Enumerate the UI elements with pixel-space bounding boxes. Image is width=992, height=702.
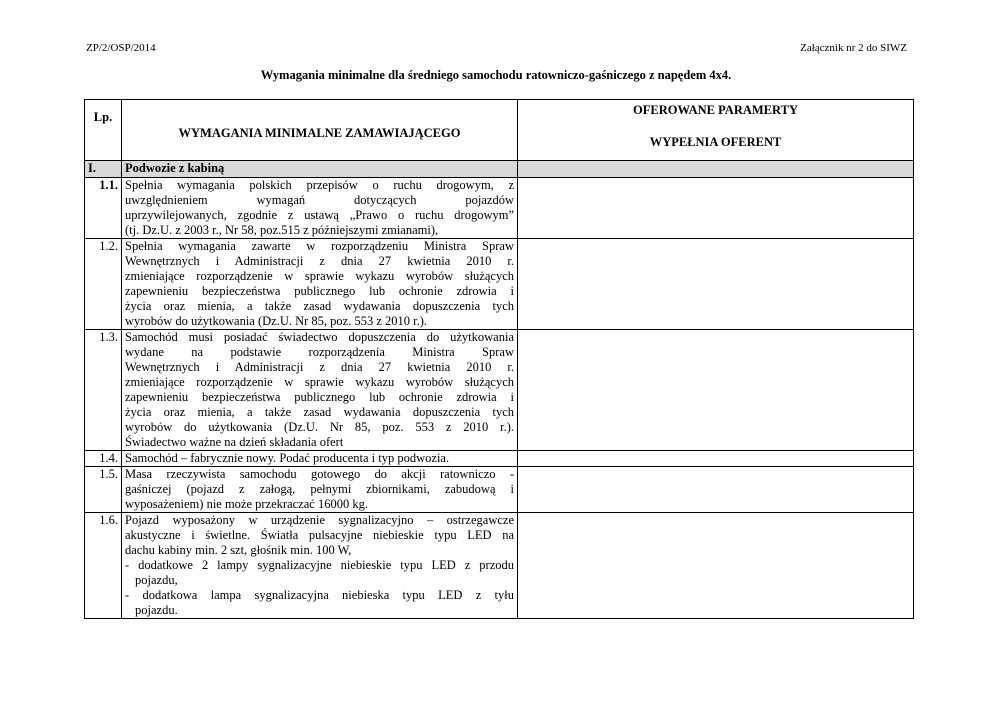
requirement-line: wyrobów do użytkowania (Dz.U. Nr 85, poz. 553 z 2010 r.).	[125, 314, 428, 328]
row-number: 1.2.	[85, 239, 122, 330]
requirement-line: wyrobów do użytkowania (Dz.U. Nr 85, poz. 553 z 2010 r.).	[125, 420, 514, 434]
requirement-text	[122, 467, 518, 513]
requirement-line: Samochód – fabrycznie nowy. Podać producenta i typ podwozia.	[125, 451, 450, 465]
requirement-rows	[85, 178, 914, 619]
requirement-line: Spełnia wymagania zawarte w rozporządzeniu Ministra Spraw	[125, 239, 514, 253]
requirement-text	[122, 513, 518, 619]
requirement-line: wydane na podstawie rozporządzenia Ministra Spraw	[125, 345, 514, 359]
requirement-line: akustyczne i świetlne. Światła pulsacyjne niebieskie typu LED na	[125, 528, 514, 542]
requirement-line: życia oraz mienia, a także zasad wydawania dopuszczenia tych	[125, 405, 514, 419]
offer-input-cell[interactable]	[518, 451, 914, 467]
row-number: 1.6.	[85, 513, 122, 619]
column-header-offer	[518, 100, 914, 161]
row-number: 1.4.	[85, 451, 122, 467]
row-number: 1.5.	[85, 467, 122, 513]
requirement-text	[122, 239, 518, 330]
row-number: 1.1.	[85, 178, 122, 239]
offer-input-cell[interactable]	[518, 467, 914, 513]
column-header-requirements: WYMAGANIA MINIMALNE ZAMAWIAJĄCEGO	[122, 100, 518, 161]
requirement-line: Spełnia wymagania polskich przepisów o ruchu drogowym, z	[125, 178, 514, 192]
requirement-line: wyposażeniem) nie może przekraczać 16000 kg.	[125, 497, 368, 511]
section-number: I.	[85, 161, 122, 178]
requirement-text	[122, 178, 518, 239]
requirement-line: Samochód musi posiadać świadectwo dopuszczenia do użytkowania	[125, 330, 514, 344]
requirement-line: - dodatkowe 2 lampy sygnalizacyjne niebieskie typu LED z przodu	[125, 558, 514, 572]
offer-header-line-1: OFEROWANE PARAMERTY	[633, 103, 798, 117]
offer-input-cell[interactable]	[518, 513, 914, 619]
requirement-line: Pojazd wyposażony w urządzenie sygnalizacyjno – ostrzegawcze	[125, 513, 514, 527]
table-row	[85, 467, 914, 513]
table-row	[85, 451, 914, 467]
requirement-line: Wewnętrznych i Administracji z dnia 27 kwietnia 2010 r.	[125, 254, 514, 268]
requirement-line: (tj. Dz.U. z 2003 r., Nr 58, poz.515 z późniejszymi zmianami),	[125, 223, 439, 237]
requirement-text	[122, 330, 518, 451]
requirement-line: zapewnieniu bezpieczeństwa publicznego lub ochronie zdrowia i	[125, 284, 514, 298]
table-row	[85, 330, 914, 451]
requirement-line: uwzględnieniem wymagań dotyczących pojazdów	[125, 193, 514, 207]
requirements-table	[84, 99, 914, 619]
attachment-label: Załącznik nr 2 do SIWZ	[800, 42, 907, 54]
requirement-line: pojazdu.	[135, 603, 178, 617]
requirement-line: Masa rzeczywista samochodu gotowego do akcji ratowniczo -	[125, 467, 514, 481]
table-row	[85, 239, 914, 330]
requirement-line: zmieniające rozporządzenie w sprawie wykazu wyrobów służących	[125, 269, 514, 283]
section-offer-cell	[518, 161, 914, 178]
column-header-lp: Lp.	[85, 100, 122, 161]
offer-input-cell[interactable]	[518, 178, 914, 239]
requirement-line: uprzywilejowanych, zgodnie z ustawą „Prawo o ruchu drogowym”	[125, 208, 514, 222]
requirement-line: zmieniające rozporządzenie w sprawie wykazu wyrobów służących	[125, 375, 514, 389]
requirement-line: dachu kabiny min. 2 szt, głośnik min. 100 W,	[125, 543, 352, 557]
table-row	[85, 513, 914, 619]
document-reference: ZP/2/OSP/2014	[86, 42, 156, 54]
offer-input-cell[interactable]	[518, 239, 914, 330]
table-row	[85, 178, 914, 239]
requirement-line: Wewnętrznych i Administracji z dnia 27 kwietnia 2010 r.	[125, 360, 514, 374]
requirement-text	[122, 451, 518, 467]
table-header-row	[85, 100, 914, 161]
requirement-line: - dodatkowa lampa sygnalizacyjna niebieska typu LED z tyłu	[125, 588, 514, 602]
requirement-line: pojazdu,	[135, 573, 178, 587]
offer-header-line-2: WYPEŁNIA OFERENT	[649, 135, 782, 149]
requirement-line: zapewnieniu bezpieczeństwa publicznego lub ochronie zdrowia i	[125, 390, 514, 404]
requirement-line: Świadectwo ważne na dzień składania ofert	[125, 435, 344, 449]
document-title: Wymagania minimalne dla średniego samochodu ratowniczo-gaśniczego z napędem 4x4.	[260, 68, 732, 82]
requirement-line: życia oraz mienia, a także zasad wydawania dopuszczenia tych	[125, 299, 514, 313]
row-number: 1.3.	[85, 330, 122, 451]
requirement-line: gaśniczej (pojazd z załogą, pełnymi zbiornikami, zabudową i	[125, 482, 514, 496]
section-row	[85, 161, 914, 178]
section-label: Podwozie z kabiną	[122, 161, 518, 178]
offer-input-cell[interactable]	[518, 330, 914, 451]
